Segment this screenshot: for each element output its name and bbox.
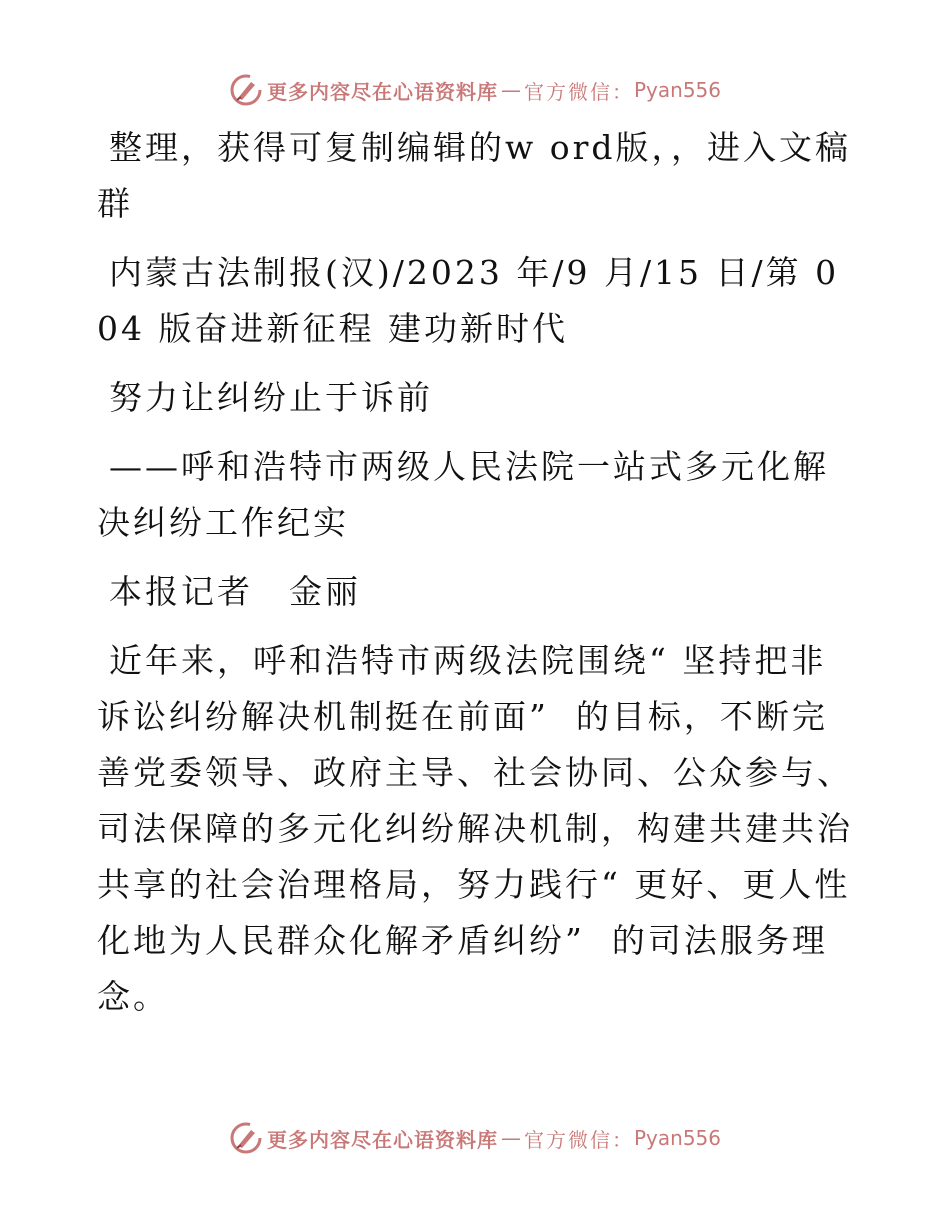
article-lead-paragraph: 近年来，呼和浩特市两级法院围绕“ 坚持把非诉讼纠纷解决机制挺在前面” 的目标，不断完善党委领导、政府主导、社会协同、公众参与、司法保障的多元化纠纷解决机制，构建共建共治共享的社会治理格局，努力践行“ 更好、更人性化地为人民群众化解矛盾纠纷” 的司法服务理念。 bbox=[97, 641, 853, 1016]
article-byline: 本报记者 金丽 bbox=[109, 572, 361, 611]
quill-logo-icon bbox=[229, 73, 263, 107]
article-subtitle: ——呼和浩特市两级人民法院一站式多元化解决纠纷工作纪实 bbox=[97, 447, 829, 542]
watermark-main-text: 更多内容尽在心语资料库 bbox=[266, 1127, 498, 1152]
watermark-wechat-id: Pyan556 bbox=[633, 1126, 721, 1150]
watermark-wechat-id: Pyan556 bbox=[633, 78, 721, 102]
watermark-wechat-label: 官方微信： bbox=[523, 79, 634, 104]
header-watermark bbox=[0, 70, 950, 110]
watermark-wechat-label: 官方微信： bbox=[523, 1127, 634, 1152]
footer-watermark bbox=[0, 1118, 950, 1158]
watermark-main-text: 更多内容尽在心语资料库 bbox=[266, 79, 498, 104]
watermark-separator: — bbox=[500, 78, 521, 102]
document-body bbox=[97, 120, 857, 1038]
article-title: 努力让纠纷止于诉前 bbox=[109, 378, 433, 417]
watermark-separator: — bbox=[500, 1126, 521, 1150]
quill-logo-icon bbox=[229, 1121, 263, 1155]
paragraph-source: 内蒙古法制报(汉)/2023 年/9 月/15 日/第 004 版奋进新征程 建功新时代 bbox=[97, 253, 840, 348]
paragraph-intro: 整理，获得可复制编辑的w ord版，，进入文稿群 bbox=[97, 128, 852, 223]
